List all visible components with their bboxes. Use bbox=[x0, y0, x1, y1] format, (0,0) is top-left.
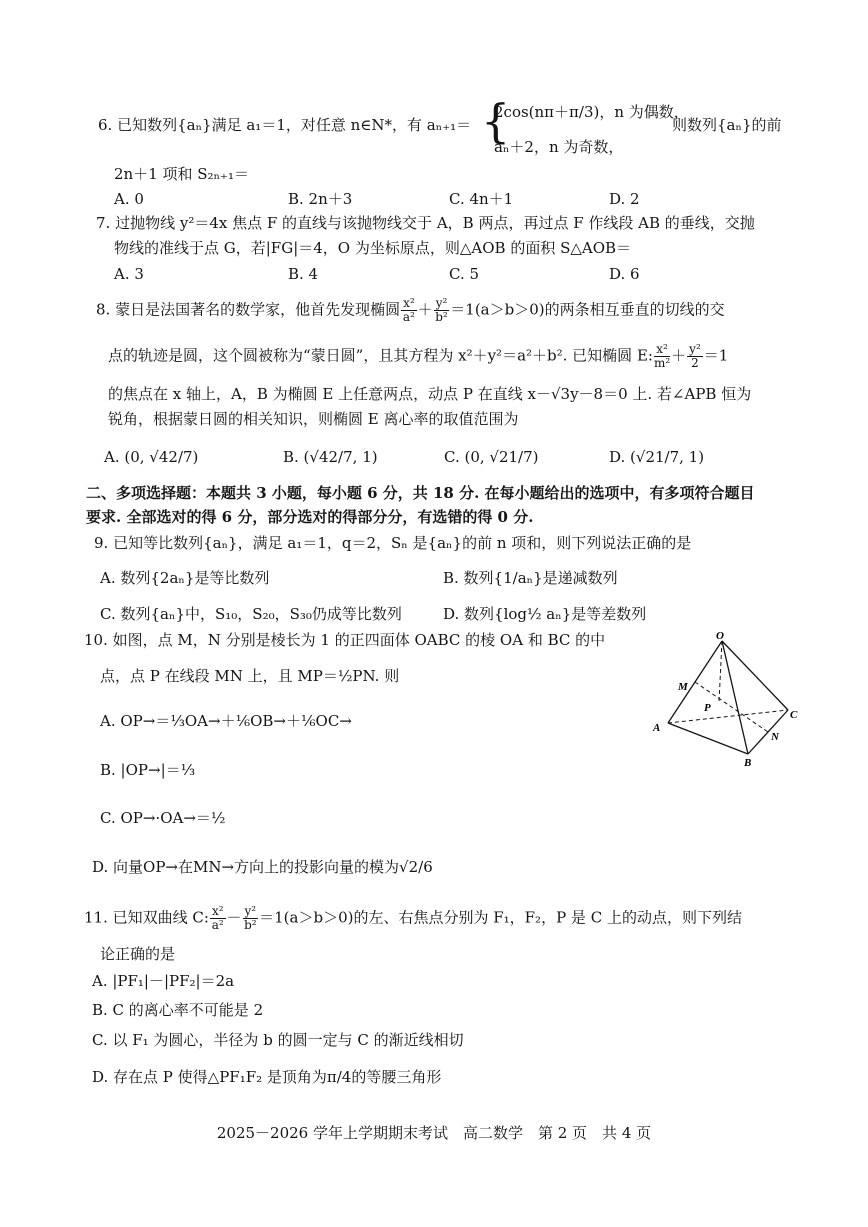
q6-stem-a: 6. 已知数列{aₙ}满足 a₁＝1，对任意 n∈N*，有 aₙ₊₁＝ bbox=[98, 116, 472, 134]
label-c: C bbox=[790, 709, 798, 721]
section-2-instructions: 要求. 全部选对的得 6 分，部分选对的得部分分，有选错的得 0 分. bbox=[86, 508, 534, 526]
q9-option-a: A. 数列{2aₙ}是等比数列 bbox=[100, 569, 270, 587]
q6-case-odd: aₙ＋2，n 为奇数， bbox=[494, 138, 624, 156]
q8-line-2-text-b: ＝1 bbox=[703, 346, 729, 365]
q7-option-a: A. 3 bbox=[114, 265, 144, 283]
q6-option-c: C. 4n＋1 bbox=[449, 190, 514, 208]
q6-option-d: D. 2 bbox=[609, 190, 640, 208]
q10-option-d: D. 向量OP→在MN→方向上的投影向量的模为√2/6 bbox=[92, 858, 433, 876]
q9-option-d: D. 数列{log½ aₙ}是等差数列 bbox=[443, 605, 647, 623]
q7-option-b: B. 4 bbox=[288, 265, 319, 283]
label-p: P bbox=[704, 702, 711, 714]
q6-option-a: A. 0 bbox=[114, 190, 144, 208]
label-b: B bbox=[744, 757, 752, 769]
q8-frac-x-over-a: $\frac{\text{x²}}{\text{a²}}$ bbox=[402, 296, 415, 324]
q11-option-b: B. C 的离心率不可能是 2 bbox=[92, 1001, 264, 1019]
q8-frac-y-over-2: $\frac{\text{y²}}{2}$ bbox=[689, 342, 701, 370]
page-footer: 2025－2026 学年上学期期末考试 高二数学 第 2 页 共 4 页 bbox=[216, 1124, 652, 1142]
edge-oc bbox=[722, 641, 788, 710]
q7-line-1: 7. 过抛物线 y²＝4x 焦点 F 的直线与该抛物线交于 A，B 两点，再过点 F 作线段 AB 的垂线，交抛 bbox=[96, 214, 755, 232]
q8-frac-x-over-m: $\frac{\text{x²}}{\text{m²}}$ bbox=[653, 342, 671, 370]
q8-option-d: D. (√21/7, 1) bbox=[609, 448, 705, 466]
q11-frac-x-over-a: $\frac{\text{x²}}{\text{a²}}$ bbox=[211, 904, 224, 932]
q11-line-1 bbox=[84, 905, 742, 932]
q8-option-c: C. (0, √21/7) bbox=[444, 448, 539, 466]
q11-option-d: D. 存在点 P 使得△PF₁F₂ 是顶角为π/4的等腰三角形 bbox=[92, 1068, 442, 1086]
q11-frac-y-over-b: $\frac{\text{y²}}{\text{b²}}$ bbox=[244, 904, 257, 932]
q6-option-b: B. 2n＋3 bbox=[288, 190, 353, 208]
label-n: N bbox=[771, 731, 779, 743]
label-m: M bbox=[678, 681, 688, 693]
q6-brace: { bbox=[481, 94, 511, 148]
edge-ac-hidden bbox=[668, 710, 788, 723]
q6-case-even: 2cos(nπ＋π/3)，n 为偶数， bbox=[494, 103, 689, 121]
label-o: O bbox=[716, 630, 724, 642]
edge-ob bbox=[722, 641, 748, 754]
q10-option-c: C. OP→·OA→＝½ bbox=[100, 809, 226, 827]
q11-line-1-text-a: 11. 已知双曲线 C: bbox=[84, 908, 209, 927]
q7-line-2: 物线的准线于点 G，若|FG|＝4，O 为坐标原点，则△AOB 的面积 S△AOB＝ bbox=[114, 239, 632, 257]
segment-op bbox=[719, 641, 722, 702]
q11-minus: － bbox=[226, 908, 242, 927]
q8-plus: ＋ bbox=[417, 300, 433, 319]
q8-line-1-text-a: 8. 蒙日是法国著名的数学家，他首先发现椭圆 bbox=[96, 300, 401, 319]
section-2-heading: 二、多项选择题：本题共 3 小题，每小题 6 分，共 18 分. 在每小题给出的选项中，有多项符合题目 bbox=[86, 484, 755, 502]
q9-option-b: B. 数列{1/aₙ}是递减数列 bbox=[443, 569, 618, 587]
q9-option-c: C. 数列{aₙ}中，S₁₀，S₂₀，S₃₀仍成等比数列 bbox=[100, 605, 402, 623]
edge-ab bbox=[668, 723, 748, 754]
q10-line-1: 10. 如图，点 M，N 分别是棱长为 1 的正四面体 OABC 的棱 OA 和 BC 的中 bbox=[84, 631, 606, 649]
q11-option-c: C. 以 F₁ 为圆心，半径为 b 的圆一定与 C 的渐近线相切 bbox=[92, 1031, 464, 1049]
q7-option-d: D. 6 bbox=[609, 265, 640, 283]
q10-option-b: B. |OP→|＝⅓ bbox=[100, 761, 196, 779]
q8-line-2-text-a: 点的轨迹是圆，这个圆被称为“蒙日圆”，且其方程为 x²＋y²＝a²＋b². 已知椭圆 E: bbox=[108, 346, 653, 365]
q9-stem: 9. 已知等比数列{aₙ}，满足 a₁＝1，q＝2，Sₙ 是{aₙ}的前 n 项和，则下列说法正确的是 bbox=[94, 534, 692, 552]
q8-line-2: 点的轨迹是圆，这个圆被称为“蒙日圆”，且其方程为 x²＋y²＝a²＋b². 已知椭圆 E: $\frac{\text{x²}}{\text{m²}}$ ＋ $\frac{\text{y²}}{2}$ ＝1 bbox=[108, 342, 729, 370]
q8-option-b: B. (√42/7, 1) bbox=[283, 448, 378, 466]
tetrahedron-figure bbox=[640, 628, 810, 773]
q8-line-4: 锐角，根据蒙日圆的相关知识，则椭圆 E 离心率的取值范围为 bbox=[108, 410, 519, 428]
label-a: A bbox=[653, 722, 661, 734]
q10-line-2: 点，点 P 在线段 MN 上，且 MP＝½PN. 则 bbox=[100, 667, 400, 685]
q11-line-2: 论正确的是 bbox=[100, 945, 176, 963]
q11-line-1-text-b: ＝1(a＞b＞0)的左、右焦点分别为 F₁，F₂，P 是 C 上的动点，则下列结 bbox=[259, 908, 742, 927]
q8-line-1-text-b: ＝1(a＞b＞0)的两条相互垂直的切线的交 bbox=[450, 300, 725, 319]
q6-stem-c: 2n＋1 项和 S₂ₙ₊₁＝ bbox=[114, 165, 249, 183]
q8-frac-y-over-b: $\frac{\text{y²}}{\text{b²}}$ bbox=[435, 296, 448, 324]
q6-stem-b: 则数列{aₙ}的前 bbox=[672, 116, 782, 134]
q8-line-1 bbox=[96, 297, 725, 324]
q11-option-a: A. |PF₁|－|PF₂|＝2a bbox=[92, 972, 235, 990]
q8-option-a: A. (0, √42/7) bbox=[104, 448, 199, 466]
q7-option-c: C. 5 bbox=[449, 265, 480, 283]
q10-option-a: A. OP→＝⅓OA→＋⅙OB→＋⅙OC→ bbox=[100, 712, 352, 730]
q8-line-3: 的焦点在 x 轴上，A，B 为椭圆 E 上任意两点，动点 P 在直线 x－√3y－8＝0 上. 若∠APB 恒为 bbox=[108, 385, 752, 403]
